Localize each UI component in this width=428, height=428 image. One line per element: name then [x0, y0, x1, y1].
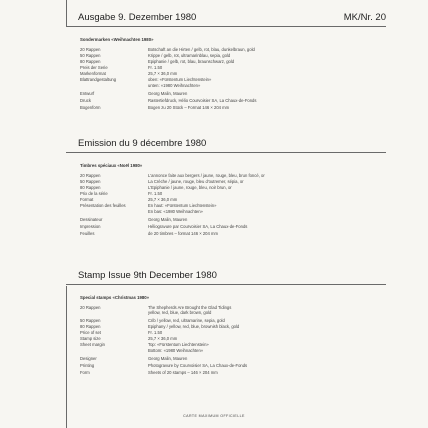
spec-label: 80 Rappen	[80, 324, 101, 329]
spec-value: La Crèche / jaune, rouge, bleu d'outremer, sépia, or	[148, 179, 244, 184]
section-subtitle: Sondermarken «Weihnachten 1980»	[80, 37, 154, 42]
spec-label: Stamp size	[80, 336, 101, 341]
spec-row	[80, 98, 386, 103]
spec-label: 50 Rappen	[80, 179, 101, 184]
spec-label: Dessinateur	[80, 217, 103, 222]
spec-value: Epiphany / yellow, red, blue, brownish black, gold	[148, 324, 240, 329]
spec-value: Krippe / gelb, rot, ultramarinblau, sepia, gold	[148, 53, 231, 58]
spec-label: Blattrandgestaltung	[80, 77, 117, 82]
section-header	[66, 270, 386, 285]
spec-value: Georg Malin, Mauren	[148, 91, 188, 96]
spec-label: Druck	[80, 98, 91, 103]
spec-row	[80, 330, 386, 335]
spec-row	[80, 224, 386, 229]
reference-number: MK/Nr. 20	[343, 12, 386, 23]
spec-value: Sheets of 20 stamps – 146 × 204 mm	[148, 370, 218, 375]
spec-label: 20 Rappen	[80, 173, 101, 178]
spec-value: L'Epiphanie / jaune, rouge, bleu, noir brun, or	[148, 185, 232, 190]
spec-value: Bogen zu 20 Stück – Format 146 × 204 mm	[148, 105, 230, 110]
spec-value: Bottom: «1980 Weihnachten»	[148, 348, 204, 353]
spec-row	[80, 65, 386, 70]
spec-row	[80, 231, 386, 236]
spec-value: Georg Malin, Mauren	[148, 217, 188, 222]
spec-value: 25,7 × 36,0 mm	[148, 197, 178, 202]
spec-row	[80, 363, 386, 368]
spec-row	[80, 53, 386, 58]
spec-label: 80 Rappen	[80, 59, 101, 64]
spec-label: Form	[80, 370, 90, 375]
spec-row	[80, 91, 386, 96]
spec-label: Feuilles	[80, 231, 95, 236]
spec-row	[80, 191, 386, 196]
spec-row	[80, 336, 386, 341]
section-header	[66, 138, 386, 153]
spec-value: unten: «1980 Weihnachten»	[148, 83, 201, 88]
spec-row	[80, 77, 386, 82]
spec-row	[80, 203, 386, 208]
spec-label: Preis der Serie	[80, 65, 108, 70]
spec-label: Bogenform	[80, 105, 101, 110]
spec-row	[80, 179, 386, 184]
spec-label: 50 Rappen	[80, 318, 101, 323]
section-english	[66, 270, 386, 375]
spec-label: Format	[80, 197, 94, 202]
spec-label: Price of set	[80, 330, 101, 335]
spec-value: Fr. 1.50	[148, 330, 163, 335]
footer-caption: CARTE MAXIMUM OFFICIELLE	[183, 414, 245, 418]
spec-row	[80, 185, 386, 190]
spec-value: Photogravure by Courvoisier SA, La Chaux-de-Fonds	[148, 363, 248, 368]
spec-row	[80, 217, 386, 222]
spec-row	[80, 348, 386, 353]
section-title: Stamp Issue 9th December 1980	[78, 270, 217, 281]
spec-row	[80, 318, 386, 323]
section-title: Emission du 9 décembre 1980	[78, 138, 207, 149]
spec-label: Designer	[80, 356, 97, 361]
spec-row	[80, 310, 386, 315]
spec-value: oben: «Fürstentum Liechtenstein»	[148, 77, 212, 82]
spec-label: Markenformat	[80, 71, 106, 76]
spec-row	[80, 173, 386, 178]
spec-row	[80, 356, 386, 361]
spec-label: 20 Rappen	[80, 305, 101, 310]
section-subtitle: Timbres spéciaux «Noël 1980»	[80, 163, 143, 168]
spec-label: 20 Rappen	[80, 47, 101, 52]
spec-value: Crib / yellow, red, ultramarine, sepia, gold	[148, 318, 225, 323]
spec-value: de 20 timbres – format 146 × 204 mm	[148, 231, 218, 236]
spec-row	[80, 105, 386, 110]
spec-row	[80, 209, 386, 214]
spec-label: Présentation des feuilles	[80, 203, 126, 208]
spec-label: Sheet margin	[80, 342, 105, 347]
section-title: Ausgabe 9. Dezember 1980	[78, 12, 197, 23]
spec-row	[80, 324, 386, 329]
spec-label: 50 Rappen	[80, 53, 101, 58]
section-subtitle: Special stamps «Christmas 1980»	[80, 295, 150, 300]
spec-label: Impression	[80, 224, 101, 229]
spec-row	[80, 370, 386, 375]
spec-label: Printing	[80, 363, 95, 368]
spec-row	[80, 83, 386, 88]
spec-value: En bas: «1980 Weihnachten»	[148, 209, 203, 214]
spec-value: Epiphanie / gelb, rot, blau, braunschwarz, gold	[148, 59, 235, 64]
spec-label: 80 Rappen	[80, 185, 101, 190]
spec-row	[80, 59, 386, 64]
spec-value: Fr. 1.50	[148, 191, 163, 196]
spec-value: 25,7 × 36,0 mm	[148, 336, 178, 341]
spec-value: Botschaft an die Hirten / gelb, rot, blau, dunkelbraun, gold	[148, 47, 255, 52]
spec-row	[80, 47, 386, 52]
spec-value: Top: «Fürstentum Liechtenstein»	[148, 342, 209, 347]
spec-row	[80, 342, 386, 347]
spec-value: Rastertiefdruck, Hélio Courvoisier SA, La Chaux-de-Fonds	[148, 98, 257, 103]
spec-value: Fr. 1.50	[148, 65, 163, 70]
spec-value: En haut: «Fürstentum Liechtenstein»	[148, 203, 217, 208]
spec-value: yellow, red, blue, dark brown, gold	[148, 310, 212, 315]
spec-value: The Shepherds Are Brought the Glad Tidings	[148, 305, 232, 310]
spec-row	[80, 197, 386, 202]
spec-value: 25,7 × 36,0 mm	[148, 71, 178, 76]
spec-label: Prix de la série	[80, 191, 108, 196]
margin-rule-bottom	[66, 286, 67, 428]
section-header	[66, 12, 386, 27]
section-german	[66, 12, 386, 110]
spec-value: Héliogravure par Courvoisier SA, La Chaux-de-Fonds	[148, 224, 248, 229]
spec-row	[80, 71, 386, 76]
spec-value: L'annonce faite aux bergers / jaune, rouge, bleu, brun foncé, or	[148, 173, 265, 178]
section-french	[66, 138, 386, 236]
spec-label: Entwurf	[80, 91, 95, 96]
spec-value: Georg Malin, Mauren	[148, 356, 188, 361]
